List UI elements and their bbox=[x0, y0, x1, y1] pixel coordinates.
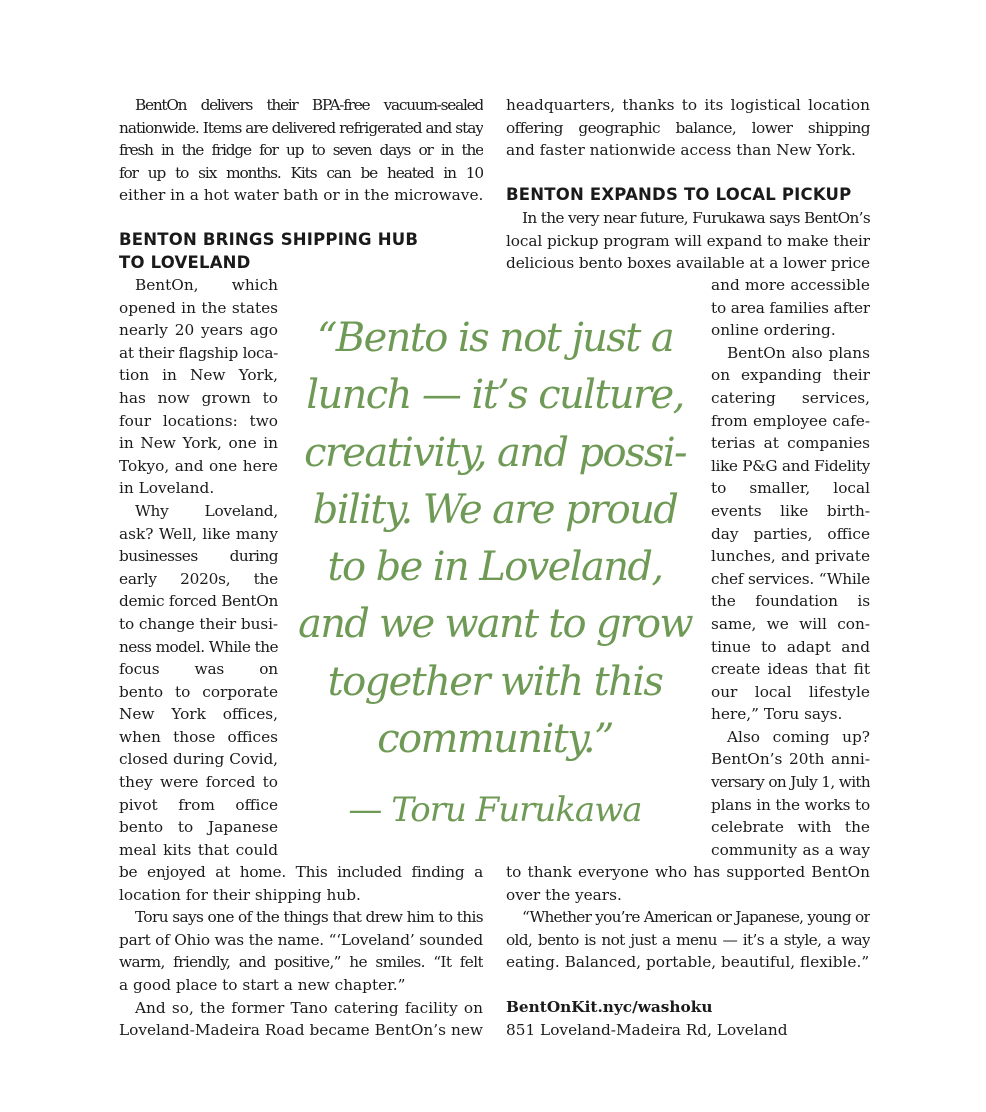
shipping-hub-body-narrow bbox=[119, 274, 278, 861]
text-line: businesses during bbox=[119, 547, 278, 566]
hq-paragraph bbox=[506, 94, 870, 162]
website-link[interactable]: BentOnKit.nyc/washoku bbox=[506, 998, 713, 1016]
text-line: lunches, and private bbox=[711, 547, 870, 566]
local-pickup-intro bbox=[506, 207, 870, 275]
text-line: Loveland-Madeira Road became BentOn’s new bbox=[119, 1021, 483, 1040]
text-line: eating. Balanced, portable, beautiful, flexible.” bbox=[506, 953, 870, 972]
text-line: In the very near future, Furukawa says BentOn’s bbox=[522, 209, 870, 227]
text-line: like P&G and Fidelity bbox=[711, 456, 870, 475]
quote-line: creativity, and possi- bbox=[304, 429, 686, 476]
quote-line: community.” bbox=[377, 716, 613, 763]
quote-line: lunch — it’s culture, bbox=[306, 372, 684, 419]
text-line: location for their shipping hub. bbox=[119, 885, 361, 904]
text-line: ness model. While the bbox=[119, 637, 278, 656]
text-line: tion in New York, bbox=[119, 366, 278, 385]
intro-paragraph bbox=[119, 94, 483, 207]
text-line: pivot from office bbox=[119, 795, 278, 814]
text-line: for up to six months. Kits can be heated in 10 bbox=[119, 163, 483, 182]
text-line: headquarters, thanks to its logistical location bbox=[506, 96, 870, 114]
text-line: chef services. “While bbox=[711, 569, 870, 588]
text-line: And so, the former Tano catering facility on bbox=[135, 998, 483, 1017]
text-line: terias at companies bbox=[711, 434, 870, 453]
text-line: fresh in the fridge for up to seven days or in the bbox=[119, 141, 483, 160]
text-line: has now grown to bbox=[119, 388, 278, 407]
text-line: our local lifestyle bbox=[711, 682, 870, 701]
text-line: BentOn also plans bbox=[727, 343, 870, 362]
text-line: versary on July 1, with bbox=[711, 773, 870, 792]
text-line: New York offices, bbox=[119, 705, 278, 724]
address-text: 851 Loveland-Madeira Rd, Loveland bbox=[506, 1020, 788, 1039]
quote-line: bility. We are proud bbox=[312, 486, 678, 533]
local-pickup-body-wide bbox=[506, 861, 870, 974]
section-heading-shipping-hub bbox=[119, 229, 418, 274]
text-line: and more accessible bbox=[711, 276, 870, 294]
text-line: tinue to adapt and bbox=[711, 637, 870, 656]
heading-line: TO LOVELAND bbox=[119, 252, 251, 272]
text-line: offering geographic balance, lower shipping bbox=[506, 118, 870, 137]
quote-line: to be in Loveland, bbox=[327, 544, 663, 591]
quote-line: “Bento is not just a bbox=[316, 315, 674, 361]
text-line: online ordering. bbox=[711, 321, 836, 340]
heading-line: BENTON EXPANDS TO LOCAL PICKUP bbox=[506, 185, 852, 204]
quote-attribution: — Toru Furukawa bbox=[348, 790, 642, 831]
contact-info bbox=[506, 996, 870, 1041]
text-line: BentOn, which bbox=[135, 276, 278, 294]
text-line: warm, friendly, and positive,” he smiles. “It felt bbox=[119, 953, 483, 972]
text-line: opened in the states bbox=[119, 298, 278, 317]
text-line: either in a hot water bath or in the microwave. bbox=[119, 186, 484, 205]
text-line: part of Ohio was the name. “‘Loveland’ sounded bbox=[119, 930, 483, 949]
text-line: Also coming up? bbox=[727, 727, 870, 746]
text-line: BentOn delivers their BPA-free vacuum-sealed bbox=[135, 96, 483, 114]
text-line: over the years. bbox=[506, 885, 622, 904]
pull-quote bbox=[298, 310, 692, 830]
text-line: delicious bento boxes available at a lower price bbox=[506, 254, 870, 273]
text-line: closed during Covid, bbox=[119, 750, 278, 769]
text-line: the foundation is bbox=[711, 592, 870, 611]
text-line: plans in the works to bbox=[711, 795, 870, 814]
text-line: Toru says one of the things that drew him to this bbox=[135, 908, 483, 927]
text-line: to area families after bbox=[711, 298, 870, 317]
section-heading-local-pickup bbox=[506, 184, 851, 207]
text-line: nationwide. Items are delivered refrigerated and stay bbox=[119, 118, 483, 137]
text-line: celebrate with the bbox=[711, 818, 870, 837]
text-line: local pickup program will expand to make their bbox=[506, 231, 870, 250]
text-line: same, we will con- bbox=[711, 614, 870, 633]
text-line: bento to corporate bbox=[119, 682, 278, 701]
shipping-hub-body-wide bbox=[119, 861, 483, 1042]
text-line: create ideas that fit bbox=[711, 660, 870, 679]
text-line: Why Loveland, bbox=[135, 501, 278, 520]
text-line: nearly 20 years ago bbox=[119, 321, 278, 340]
text-line: in New York, one in bbox=[119, 434, 278, 453]
text-line: demic forced BentOn bbox=[119, 592, 278, 611]
text-line: they were forced to bbox=[119, 773, 278, 792]
text-line: Tokyo, and one here bbox=[119, 456, 278, 475]
text-line: be enjoyed at home. This included finding a bbox=[119, 863, 483, 881]
local-pickup-body-narrow bbox=[711, 274, 870, 861]
text-line: from employee cafe- bbox=[711, 411, 870, 430]
text-line: and faster nationwide access than New York. bbox=[506, 141, 856, 160]
text-line: “Whether you’re American or Japanese, young or bbox=[522, 908, 870, 927]
text-line: four locations: two bbox=[119, 411, 278, 430]
text-line: early 2020s, the bbox=[119, 569, 278, 588]
text-line: bento to Japanese bbox=[119, 818, 278, 837]
quote-line: together with this bbox=[327, 658, 663, 705]
text-line: meal kits that could bbox=[119, 840, 278, 859]
text-line: in Loveland. bbox=[119, 479, 215, 498]
text-line: catering services, bbox=[711, 388, 870, 407]
text-line: day parties, office bbox=[711, 524, 870, 543]
text-line: when those offices bbox=[119, 727, 278, 746]
text-line: at their flagship loca- bbox=[119, 343, 278, 362]
quote-line: and we want to grow bbox=[298, 601, 692, 648]
text-line: ask? Well, like many bbox=[119, 524, 278, 543]
text-line: old, bento is not just a menu — it’s a style, a way bbox=[506, 930, 870, 949]
text-line: focus was on bbox=[119, 660, 278, 679]
text-line: BentOn’s 20th anni- bbox=[711, 750, 870, 769]
text-line: to smaller, local bbox=[711, 479, 870, 498]
text-line: events like birth- bbox=[711, 501, 870, 520]
text-line: here,” Toru says. bbox=[711, 705, 843, 724]
text-line: to change their busi- bbox=[119, 614, 278, 633]
heading-line: BENTON BRINGS SHIPPING HUB bbox=[119, 230, 419, 249]
text-line: community as a way bbox=[711, 840, 870, 859]
text-line: on expanding their bbox=[711, 366, 870, 385]
text-line: a good place to start a new chapter.” bbox=[119, 975, 406, 994]
text-line: to thank everyone who has supported BentOn bbox=[506, 863, 870, 881]
